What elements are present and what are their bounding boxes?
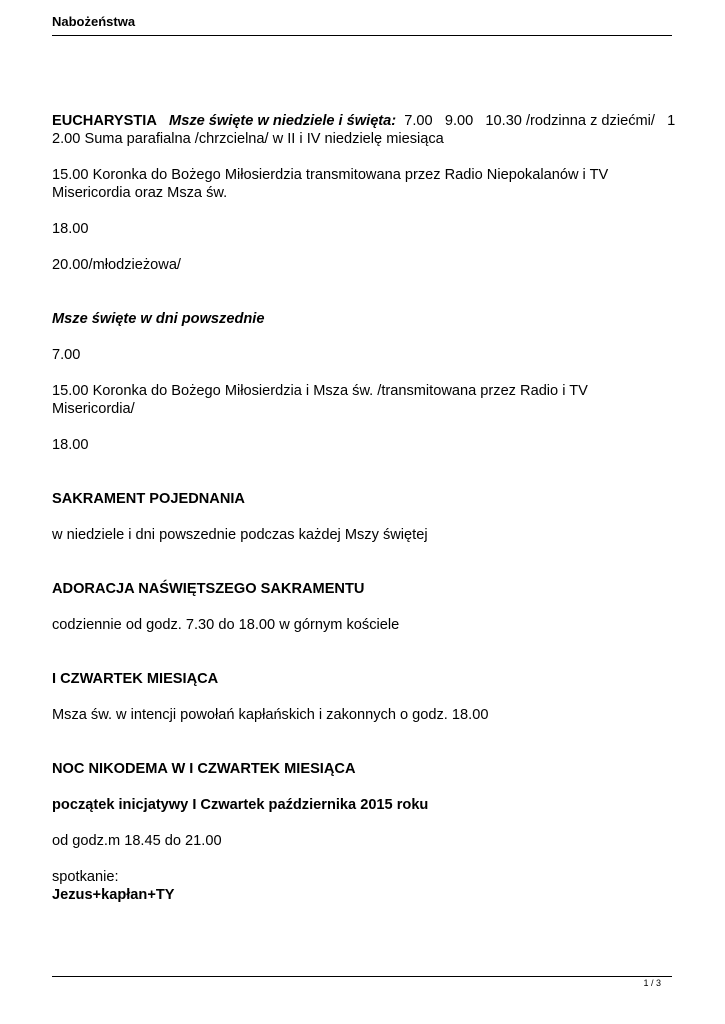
document-body	[52, 94, 676, 904]
czwartek-text: Msza św. w intencji powołań kapłańskich i zakonnych o godz. 18.00	[52, 707, 489, 723]
weekday-0700: 7.00	[52, 347, 81, 363]
weekday-mass-label: Msze święte w dni powszednie	[52, 311, 265, 327]
adoracja-title: ADORACJA NAŚWIĘTSZEGO SAKRAMENTU	[52, 581, 365, 597]
weekday-1800: 18.00	[52, 437, 89, 453]
sunday-mass-label: Msze święte w niedziele i święta:	[169, 113, 397, 129]
nikodem-hours: od godz.m 18.45 do 21.00	[52, 833, 222, 849]
sakrament-text: w niedziele i dni powszednie podczas każdej Mszy świętej	[52, 527, 428, 543]
sakrament-title: SAKRAMENT POJEDNANIA	[52, 491, 245, 507]
eucharistia-sunday-line-1	[52, 94, 676, 130]
footer-divider	[52, 976, 672, 977]
czwartek-title: I CZWARTEK MIESIĄCA	[52, 671, 219, 687]
header-divider	[52, 35, 672, 36]
sunday-2000: 20.00/młodzieżowa/	[52, 257, 181, 273]
adoracja-text: codziennie od godz. 7.30 do 18.00 w górnym kościele	[52, 617, 400, 633]
sunday-1500-line-1: 15.00 Koronka do Bożego Miłosierdzia transmitowana przez Radio Niepokalanów i TV	[52, 167, 609, 183]
eucharistia-sunday-line-2: 2.00 Suma parafialna /chrzcielna/ w II i IV niedzielę miesiąca	[52, 131, 444, 147]
eucharistia-label: EUCHARYSTIA	[52, 113, 157, 129]
page-header-title: Nabożeństwa	[52, 14, 136, 29]
nikodem-title: NOC NIKODEMA W I CZWARTEK MIESIĄCA	[52, 761, 356, 777]
sunday-mass-times: 7.00 9.00 10.30 /rodzinna z dziećmi/ 1	[404, 113, 676, 129]
weekday-1500-line-2: Misericordia/	[52, 401, 135, 417]
nikodem-meeting-label: spotkanie:	[52, 869, 119, 885]
page-number: 1 / 3	[643, 978, 661, 988]
nikodem-subtitle: początek inicjatywy I Czwartek października 2015 roku	[52, 797, 429, 813]
nikodem-meeting-value: Jezus+kapłan+TY	[52, 887, 175, 903]
weekday-1500-line-1: 15.00 Koronka do Bożego Miłosierdzia i Msza św. /transmitowana przez Radio i TV	[52, 383, 588, 399]
sunday-1800: 18.00	[52, 221, 89, 237]
sunday-1500-line-2: Misericordia oraz Msza św.	[52, 185, 228, 201]
